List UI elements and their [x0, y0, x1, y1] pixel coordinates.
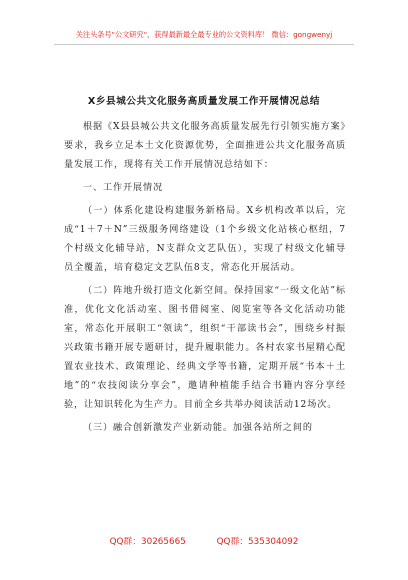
document-title: X乡县城公共文化服务高质量发展工作开展情况总结 — [87, 96, 321, 107]
header-notice: 关注头条号"公文研究"，获得最新最全最专业的公文资料库！ 微信：gongwenyj — [75, 30, 333, 39]
body-paragraph-3: （三）融合创新激发产业新动能。加强各站所之间的 — [83, 423, 313, 433]
header-banner — [0, 0, 408, 60]
intro-paragraph: 根据《X县县城公共文化服务高质量发展先行引领实施方案》要求，我乡立足本土文化资源优势，全面推进公共文化服务高质量发展工作，现将有关工作开展情况总结如下： — [64, 122, 346, 170]
header-divider — [54, 44, 354, 45]
body-paragraph-1: （一）体系化建设构建服务新格局。X乡机构改革以后，完成“1＋7＋N”三级服务网络建设（1个乡级文化站核心枢纽，7个村级文化辅导站，N支群众文艺队伍），实现了村级文化辅导员全覆盖，培育稳定文艺队伍8支，常态化开展活动。 — [64, 206, 346, 273]
document-body — [64, 118, 346, 438]
footer-qq-group-1: QQ群：30265665 — [109, 537, 186, 547]
body-paragraph-2: （二）阵地升级打造文化新空间。保持国家“一级文化站”标准，优化文化活动室、图书借阅室、阅览室等各文化活动功能室，常态化开展职工“领读”，组织“干部读书会”，围绕乡村振兴政策书籍开展专题研讨，提升履职能力。各村农家书屋精心配置农业技术、政策理论、经典文学等书籍，定期开展“书本＋土地”的“农技阅读分享会”，邀请种植能手结合书籍内容分享经验，让知识转化为生产力。目前全乡共举办阅读活动12场次。 — [64, 286, 346, 410]
section-heading: 一、工作开展情况 — [83, 183, 163, 193]
footer-contact — [0, 534, 408, 547]
footer-qq-group-2: QQ群：535304092 — [216, 537, 299, 547]
